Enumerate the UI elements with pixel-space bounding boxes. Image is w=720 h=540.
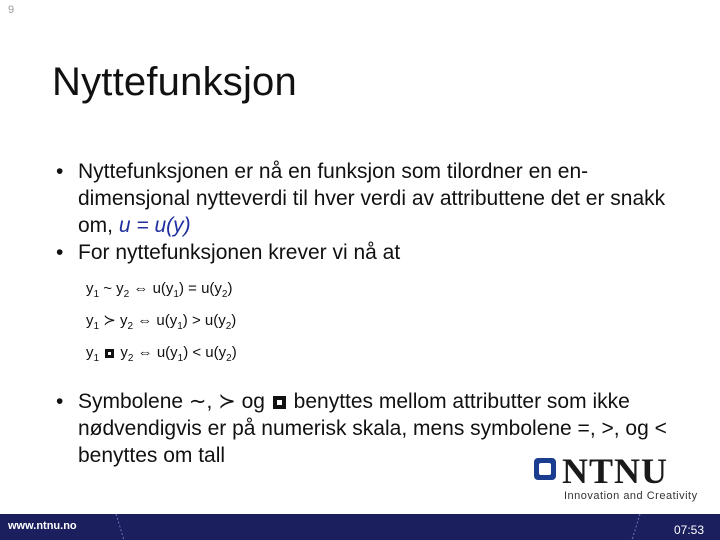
ntnu-logo — [528, 452, 708, 506]
relation-preferred — [86, 308, 672, 340]
rel-sub1: 1 — [93, 289, 100, 300]
bullet-3-sep1: , — [206, 390, 219, 413]
rel-y1: y — [86, 344, 94, 361]
rel-sub1: 1 — [93, 321, 100, 332]
ntnu-logo-icon — [534, 458, 556, 480]
footer-decoration-icon — [0, 514, 720, 540]
rel-rsub1: 1 — [177, 353, 184, 364]
relations-block — [52, 276, 672, 372]
rel-rsub1: 1 — [177, 321, 183, 332]
bullet-dot: • — [56, 160, 64, 183]
rel-y2: y — [120, 344, 128, 361]
rel-op: ) > u(y — [182, 312, 226, 329]
rel-end: ) — [231, 312, 237, 329]
rel-rhs: u(y — [156, 312, 178, 329]
logo-tagline: Innovation and Creativity — [564, 490, 698, 502]
rel-sub1: 1 — [93, 353, 100, 364]
indifference-symbol: ~ — [103, 280, 112, 297]
bullet-3-sep2: og — [235, 390, 271, 413]
rel-op: ) = u(y — [178, 280, 222, 297]
bullet-2-text: For nyttefunksjonen krever vi nå at — [78, 241, 401, 264]
preference-symbol: ≻ — [218, 390, 236, 413]
footer-time: 07:53 — [673, 523, 704, 537]
rel-sub2: 2 — [127, 353, 134, 364]
relation-less-preferred — [86, 340, 672, 372]
rel-rsub1: 1 — [173, 289, 179, 300]
indifference-symbol: ∼ — [188, 390, 207, 413]
rel-rsub2: 2 — [221, 289, 228, 300]
slide-title: Nyttefunksjon — [52, 60, 297, 104]
square-symbol-icon — [273, 396, 286, 409]
rel-rsub2: 2 — [225, 321, 232, 332]
utility-formula: u = u(y) — [118, 214, 191, 237]
rel-op: ) < u(y — [183, 344, 227, 361]
relation-indifferent — [86, 276, 672, 308]
rel-rsub2: 2 — [226, 353, 232, 364]
rel-y1: y — [86, 280, 94, 297]
slide-body — [52, 158, 672, 469]
bullet-1-text: Nyttefunksjonen er nå en funksjon som tilordner en en-dimensjonal nytteverdi til hver verdi av attributtene det er snakk om, — [78, 160, 666, 237]
iff-symbol: ⇔ — [133, 280, 149, 297]
bullet-1 — [52, 158, 672, 239]
square-symbol-icon — [105, 349, 114, 358]
rel-y2: y — [116, 280, 124, 297]
rel-y2: y — [119, 312, 128, 329]
rel-sub2: 2 — [127, 321, 134, 332]
logo-name: NTNU — [562, 451, 669, 491]
bullet-dot: • — [56, 390, 64, 413]
footer-bar — [0, 514, 720, 540]
bullet-3-suffix: benyttes mellom attributter som ikke nødvendigvis er på numerisk skala, mens symbolene =, >, og < benyttes om tall — [78, 390, 667, 467]
footer-url-link[interactable]: www.ntnu.no — [8, 520, 77, 532]
rel-y1: y — [86, 312, 94, 329]
rel-end: ) — [227, 280, 233, 297]
iff-symbol: ⇔ — [137, 312, 153, 329]
bullet-2 — [52, 239, 672, 266]
preference-symbol: ≻ — [103, 312, 116, 329]
rel-rhs: u(y — [152, 280, 174, 297]
rel-end: ) — [231, 344, 237, 361]
bullet-dot: • — [56, 241, 64, 264]
slide-number: 9 — [8, 4, 15, 16]
iff-symbol: ⇔ — [137, 344, 153, 361]
rel-sub2: 2 — [123, 289, 130, 300]
rel-rhs: u(y — [156, 344, 178, 361]
bullet-3-prefix: Symbolene — [78, 390, 189, 413]
